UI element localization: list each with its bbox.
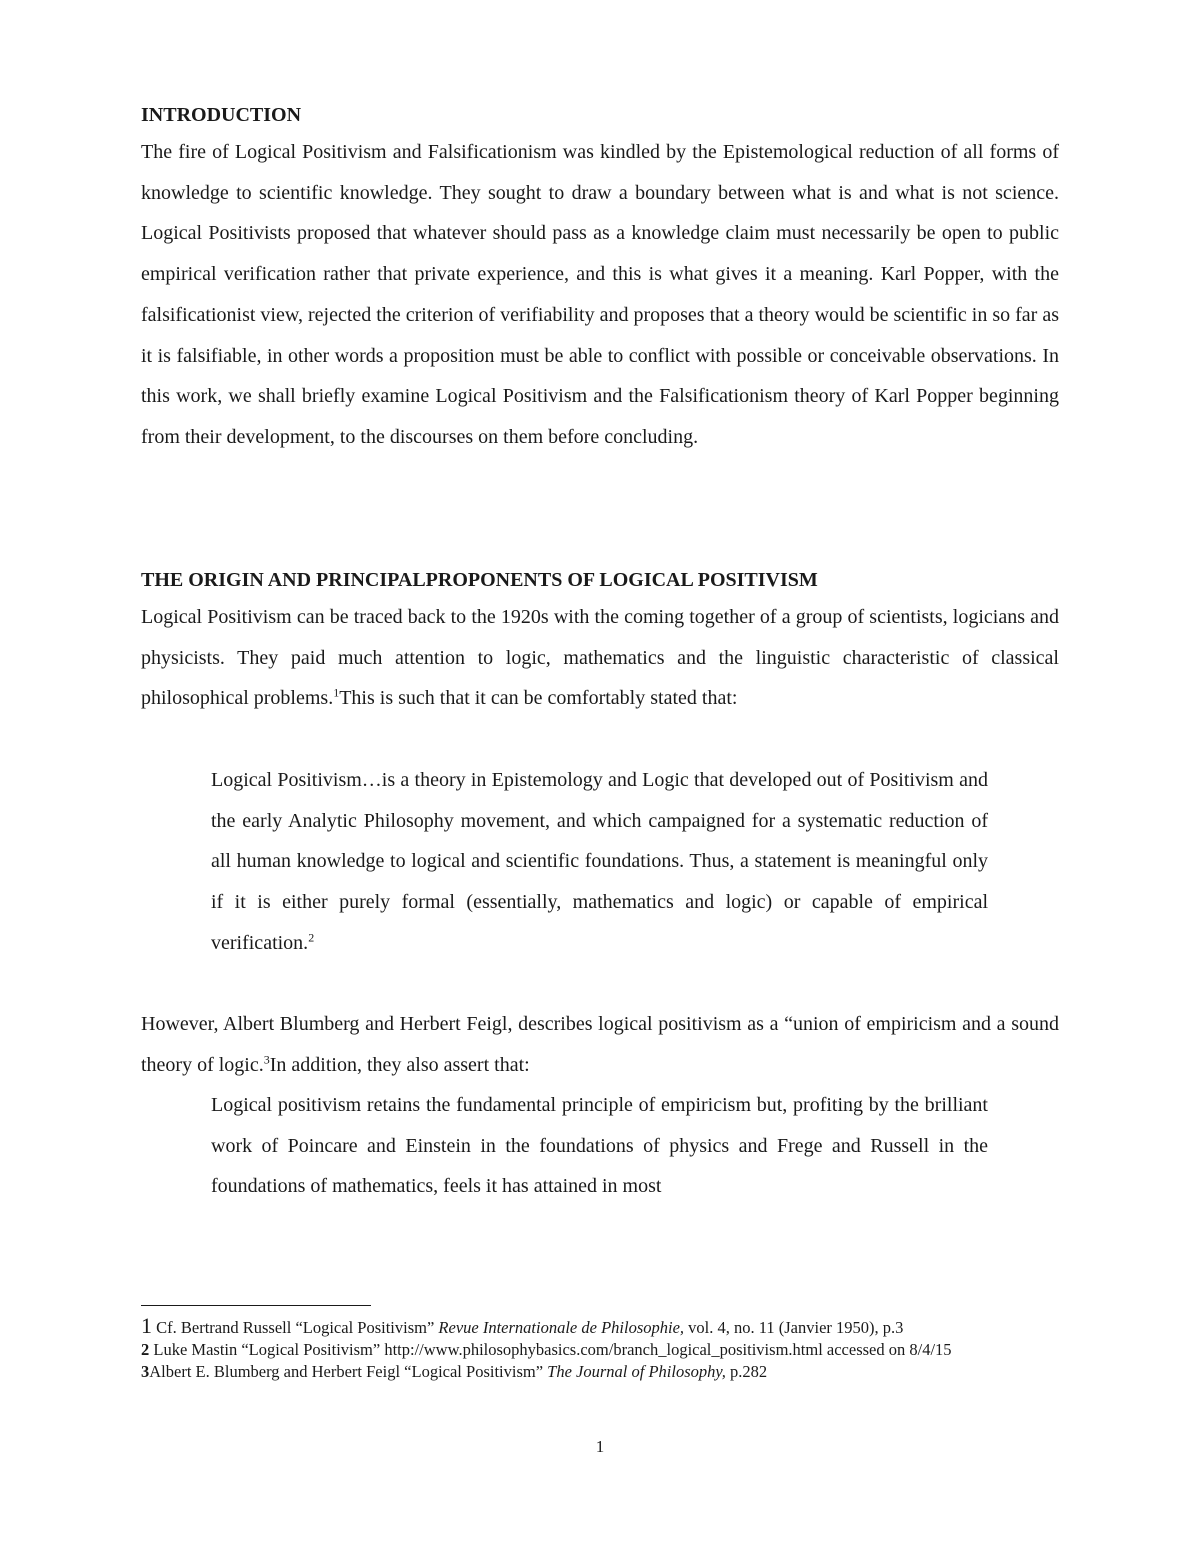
footnote-3 [141, 1362, 1059, 1382]
footnote-text: Cf. Bertrand Russell “Logical Positivism” [156, 1318, 439, 1337]
origin-paragraph-text-cont: This is such that it can be comfortably stated that: [339, 687, 738, 710]
introduction-paragraph: The fire of Logical Positivism and Falsificationism was kindled by the Epistemological reduction of all forms of knowledge to scientific knowledge. They sought to draw a boundary between what is and what is not science. Logical Positivists proposed that whatever should pass as a knowledge claim must necessarily be open to public empirical verification rather that private experience, and this is what gives it a meaning. Karl Popper, with the falsificationist view, rejected the criterion of verifiability and proposes that a theory would be scientific in so far as it is falsifiable, in other words a proposition must be able to conflict with possible or conceivable observations. In this work, we shall briefly examine Logical Positivism and the Falsificationism theory of Karl Popper beginning from their development, to the discourses on them before concluding. [141, 141, 1059, 448]
however-paragraph-text: However, Albert Blumberg and Herbert Feigl, describes logical positivism as a “union of empiricism and a sound theory of logic. [141, 1013, 1059, 1076]
footnote-1 [141, 1313, 1059, 1338]
footnote-text: Luke Mastin “Logical Positivism” http://www.philosophybasics.com/branch_logical_positivism.html accessed on 8/4/15 [153, 1340, 952, 1359]
footnote-text-after: p.282 [725, 1362, 768, 1381]
footnote-italic: The Journal of Philosophy, [547, 1362, 726, 1381]
introduction-paragraph-block [141, 132, 1059, 458]
footnote-ref: 1 [333, 685, 340, 700]
block-quote-text: Logical positivism retains the fundamental principle of empiricism but, profiting by the brilliant work of Poincare and Einstein in the foundations of physics and Frege and Russell in the foundations of mathematics, feels it has attained in most [211, 1094, 988, 1198]
however-paragraph [141, 1004, 1059, 1085]
section-origin [141, 568, 1059, 592]
section-heading: INTRODUCTION [141, 104, 302, 126]
block-quote-2 [211, 1085, 988, 1207]
however-paragraph-block [141, 1004, 1059, 1085]
section-introduction [141, 103, 1059, 127]
footnote-number: 1 [141, 1313, 152, 1338]
block-quote-1 [211, 760, 988, 964]
footnotes [141, 1313, 1059, 1382]
block-quote-text: Logical Positivism…is a theory in Epistemology and Logic that developed out of Positivism and the early Analytic Philosophy movement, and which campaigned for a systematic reduction of all human knowledge to logical and scientific foundations. Thus, a statement is meaningful only if it is either purely formal (essentially, mathematics and logic) or capable of empirical verification. [211, 769, 988, 954]
however-paragraph-text-cont: In addition, they also assert that: [269, 1053, 530, 1076]
footnote-2 [141, 1340, 1059, 1360]
origin-paragraph-block [141, 597, 1059, 719]
footnote-number: 2 [141, 1340, 150, 1359]
section-heading: THE ORIGIN AND PRINCIPALPROPONENTS OF LOGICAL POSITIVISM [141, 569, 818, 591]
footnote-number: 3 [141, 1362, 150, 1381]
footnote-ref: 2 [308, 930, 315, 945]
footnote-ref: 3 [263, 1052, 270, 1067]
page-number: 1 [595, 1437, 605, 1456]
footnote-italic: Revue Internationale de Philosophie, [438, 1318, 685, 1337]
origin-paragraph [141, 597, 1059, 719]
footnote-text: Albert E. Blumberg and Herbert Feigl “Logical Positivism” [149, 1362, 548, 1381]
footnote-text-after: vol. 4, no. 11 (Janvier 1950), p.3 [684, 1318, 904, 1337]
footnote-separator [141, 1305, 371, 1306]
origin-paragraph-text: Logical Positivism can be traced back to the 1920s with the coming together of a group of scientists, logicians and physicists. They paid much attention to logic, mathematics and the linguistic characteristic of classical philosophical problems. [141, 606, 1059, 710]
